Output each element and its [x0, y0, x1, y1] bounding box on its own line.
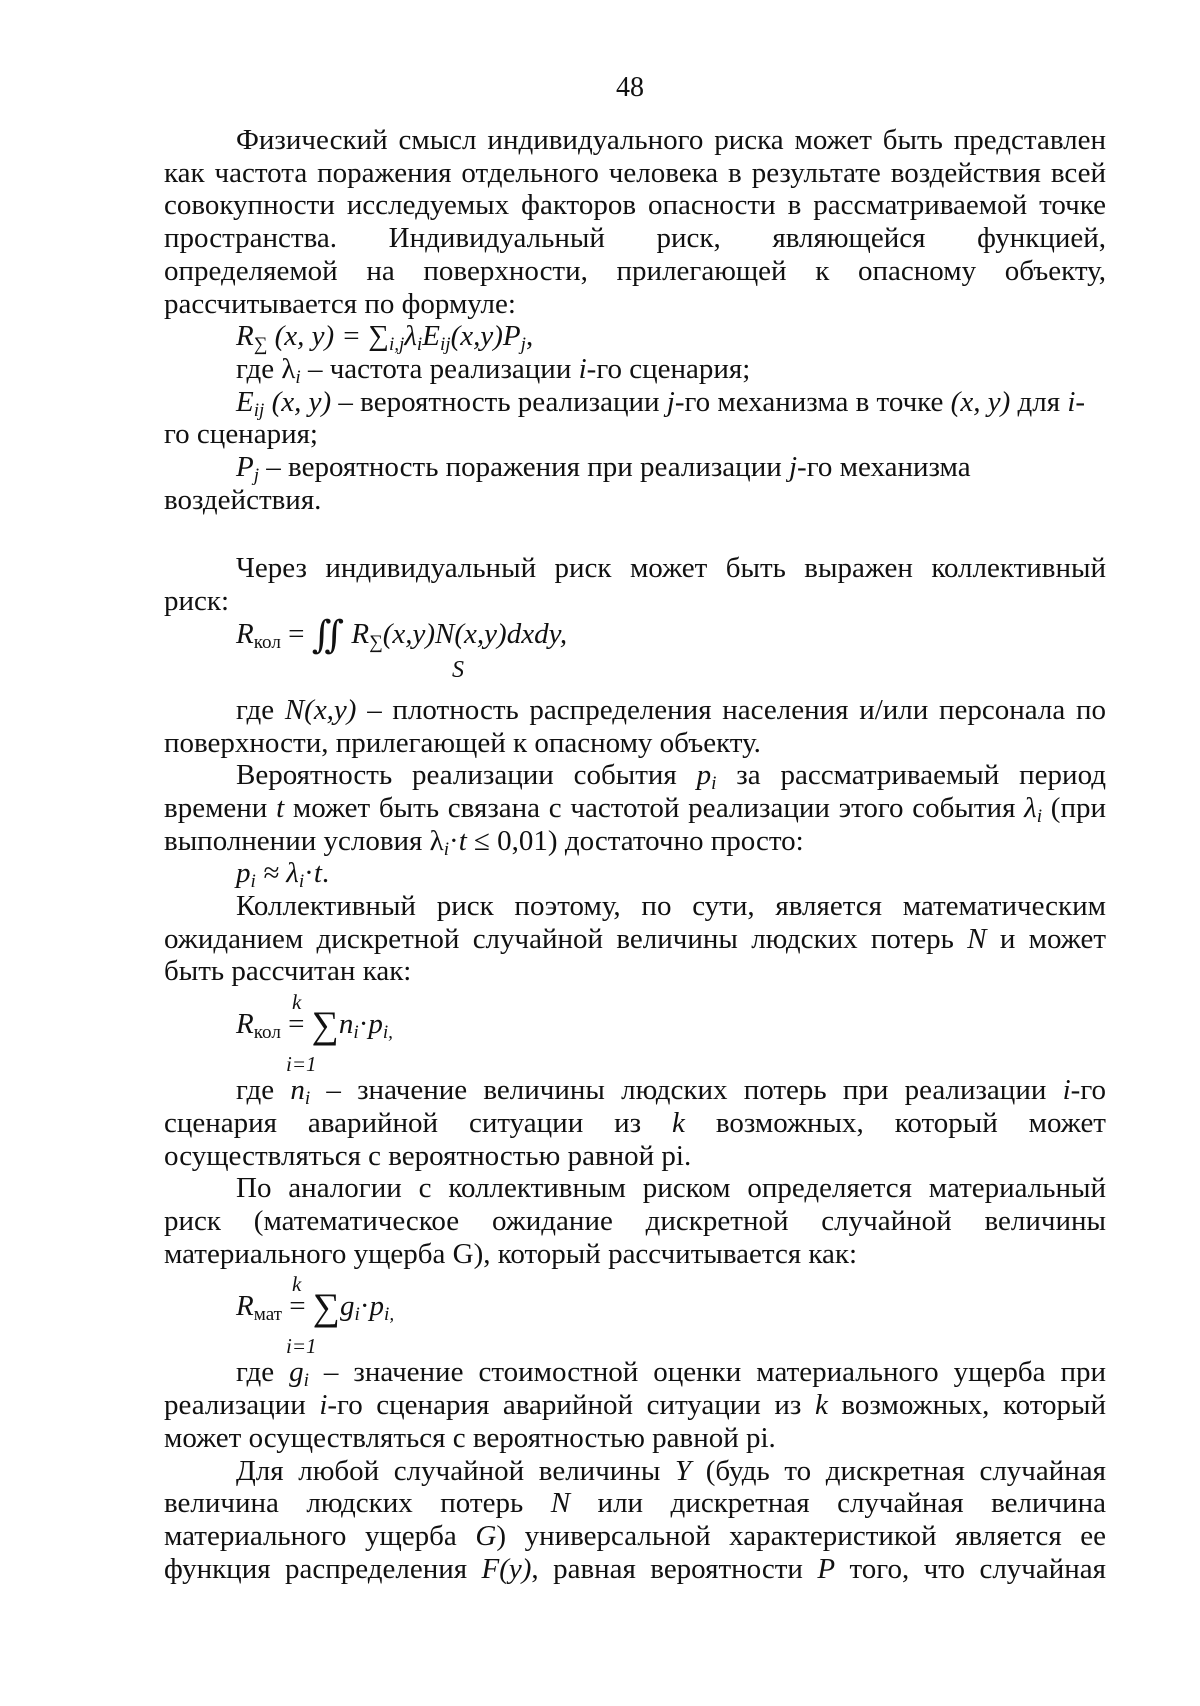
formula-probability: $p_i \approx \lambda_i\cdot t$. [236, 857, 330, 893]
page-number: 48 [616, 72, 644, 103]
formula-collective-risk-sum: k $R_{кол} = \sum n_i\cdot p_{i,}$ i=1 [236, 990, 393, 1077]
paragraph-collective-risk-cont: риск: [164, 585, 230, 618]
paragraph-collective-expectation: Коллективный риск поэтому, по сути, является математическим ожиданием дискретной случайной величины людских потерь N и может быть рассчитан как: [164, 890, 1106, 988]
definition-e-ij-cont: го сценария; [164, 418, 318, 451]
formula-material-risk-sum: k $R_{мат} = \sum g_i\cdot p_{i,}$ i=1 [236, 1272, 395, 1359]
paragraph-collective-risk: Через индивидуальный риск может быть выражен коллективный [236, 552, 1106, 585]
definition-e-ij: $E_{ij}$ (x, y) – вероятность реализации j-го механизма в точке (x, y) для i- [236, 385, 1086, 421]
page-body [164, 124, 1106, 1585]
definition-g-i: где $g_i$ – значение стоимостной оценки материального ущерба при реализации i-го сценария аварийной ситуации из k возможных, который может осуществляться с вероятностью равной pi. [164, 1356, 1106, 1454]
paragraph-individual-risk: Физический смысл индивидуального риска может быть представлен как частота поражения отдельного человека в результате воздействия всей совокупности исследуемых факторов опасности в рассматриваемой точке пространства. Индивидуальный риск, являющейся функцией, определяемой на поверхности, прилегающей к опасному объекту, рассчитывается по формуле: [164, 124, 1106, 320]
formula-collective-risk-integral: $R_{кол}$ = ∬ $R_\sum(x,y)N(x,y)dxdy$, S [236, 614, 568, 683]
definition-p-j-cont: воздействия. [164, 483, 322, 516]
definition-lambda: где $\lambda_i$ – частота реализации i-го сценария; [236, 352, 751, 388]
definition-n-xy: где N(x,y) – плотность распределения населения и/или персонала по поверхности, прилегающей к опасному объекту. [164, 693, 1107, 759]
definition-n-i: где $n_i$ – значение величины людских потерь при реализации i-го сценария аварийной ситуации из k возможных, который может осуществляться с вероятностью равной pi. [164, 1074, 1107, 1172]
formula-individual-risk: $R_\sum$ (x, $y) = \sum_{i,j}\lambda_iE_{ij}(x,y)P_j$, [236, 320, 534, 355]
paragraph-probability: Вероятность реализации события $p_i$ за рассматриваемый период времени t может быть связана с частотой реализации этого события $\lambda_i$ (при выполнении условия $\lambda_i\cdot t \le 0,01$) достаточно просто: [164, 759, 1106, 860]
paragraph-distribution-function: Для любой случайной величины Y (будь то дискретная случайная величина людских потерь N или дискретная случайная величина материального ущерба G) универсальной характеристикой является ее функция распределения F(y), равная вероятности P того, что случайная [164, 1454, 1107, 1585]
definition-p-j: $P_j$ – вероятность поражения при реализации j-го механизма [236, 451, 971, 486]
paragraph-material-risk: По аналогии с коллективным риском определяется материальный риск (математическое ожидание дискретной случайной величины материального ущерба G), который рассчитывается как: [164, 1172, 1106, 1270]
